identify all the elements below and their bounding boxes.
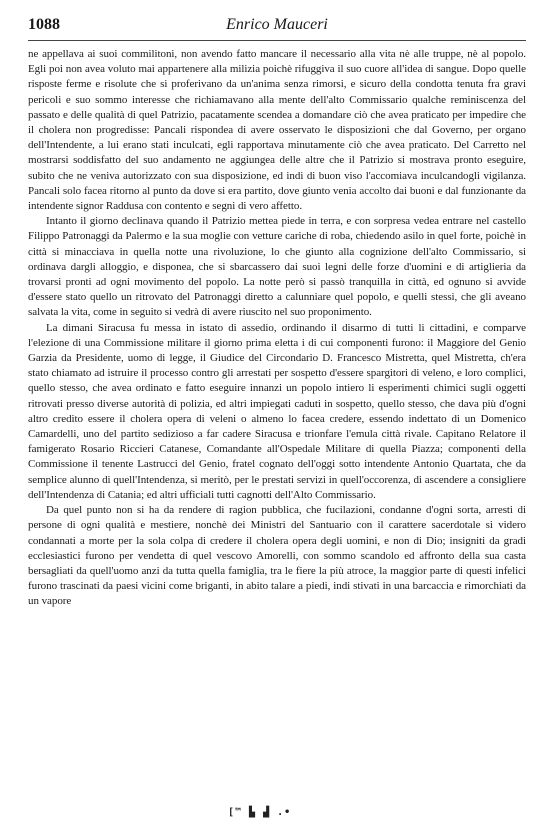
body-text: [28, 47, 526, 610]
running-head: Enrico Mauceri: [226, 16, 328, 33]
paragraph-3: La dimani Siracusa fu messa in istato di assedio, ordinando il disarmo di tutti li cittadini, e comparve l'elezione di una Commissione militare il giorno prima eletta i di cui componenti furono: il Maggiore del Genio Garzia da Presidente, uomo di legge, il Giudice del Circondario D. Francesco Mistretta, quel Mistretta, ch'era stato chiamato ad istruire il processo contro gli arrestati per sospetto d'essere spargitori di veleno, e loro complici, quello stesso, che avea ordinato e fatto eseguire innanzi un popolo intiero li esperimenti chimici sugli oggetti ritrovati presso diverse autorità di polizia, ed altri impiegati caduti in sospetto, quello stesso, che dava più d'ogni altro credito essere il cholera opera di veleni o almeno lo facea credere, essendo indettato di un Domenico Camardelli, uno del partito sedizioso a far cadere Siracusa e trionfare l'emula città rivale. Capitano Relatore il famigerato Rosario Riccieri Catanese, Comandante all'Ospedale Militare di quella Piazza; componenti della Commissione il tenente Lastrucci del Genio, fratel cognato dell'oggi sotto intendente Antonio Quartata, che da semplice alunno di quell'Intendenza, si meritò, per le prestati servizi in quell'occorenza, di ascendere a consigliere dell'Intendenza di Catania; ed altri ufficiali tutti cagnotti dell'Alto Commissario.: [28, 321, 526, 501]
page: [28, 14, 526, 610]
paragraph-1: ne appellava ai suoi commilitoni, non avendo fatto mancare il necessario alla vita nè alle truppe, nè al popolo. Egli poi non avea voluto mai appartenere alla milizia poichè rifuggiva il suo cuore all'idea di sangue. Dopo quelle risposte ferme e risolute che si proferivano da un'anima senza rimorsi, e sicuro della condotta tenuta fra gravi pericoli e suo sommo interesse che richiamavano alla mente dell'alto Commissario qualche reminiscenza del passato e delle qualità di quel Patrizio, pacatamente scendea a domandare ciò che avea praticato per impedire che il cholera non progredisse: Pancali rispondea di avere osservato le disposizioni che dal Governo, per organo dell'Intendente, a lui erano stati inculcati, egli rapportava minutamente ciò che avea praticato. Del Carretto nel mostrarsi soddisfatto del suo andamento ne aggiungea delle altre che il Patrizio si mostrava pronto eseguire, subito che ne veniva autorizzato con sua disposizione, ed indi di buon viso l'accomiava inculcandogli vigilanza. Pancali solo facea ritorno al punto da dove si era partito, dove giunto venia accolto dai buoni e dal funzionante da intendente signor Raddusa con contento e segni di vero affetto.: [28, 48, 526, 213]
paragraph-4: Da quel punto non si ha da rendere di ragion pubblica, che fucilazioni, condanne d'ogni sorta, arresti di persone di ogni qualità e mestiere, nonchè dei Ministri del Santuario con il carattere sacerdotale si videro condannati a morte per la sola colpa di credere il cholera opera degli uomini, e non di Dio; insigniti da gradi ecclesiastici furono per vendetta di quel vescovo Amorelli, con sommo scandolo ed affronto della sua casta bersagliati da quell'uomo anzi da tutta quella famiglia, tra le fiere la più atroce, la maggior parte di questi infelici furono trascinati da paesi vicini come briganti, in abito talare a piedi, indi stivati in una barcaccia e rimorchiati da un vapore: [28, 504, 526, 608]
page-header: [28, 14, 526, 41]
page-number: 1088: [28, 16, 60, 33]
footer-signature-mark: [™ ▙ ▟ .•: [228, 807, 292, 818]
paragraph-2: Intanto il giorno declinava quando il Patrizio mettea piede in terra, e con sorpresa vedea entrare nel castello Filippo Patronaggi da Palermo e la sua moglie con vetture cariche di roba, chiedendo asilo in quel forte, poichè in città si minacciava in quella notte una rivoluzione, lo che giunto alla cognizione dell'alto Commissario, si ordinava dargli alloggio, e disponea, che si sbarcassero dai suoi legni delle forze d'uomini e di artiglieria da trovarsi pronti ad ogni movimento del popolo. La notte però si passò tranquilla in città, ed ognuno si avvide d'essere stato quello un ritrovato del Patronaggi diretto a calunniare quel popolo, e quelli stessi, che gli aveano salvata la vita, come in seguito si vedrà di avere riuscito nel suo proponimento.: [28, 215, 526, 319]
